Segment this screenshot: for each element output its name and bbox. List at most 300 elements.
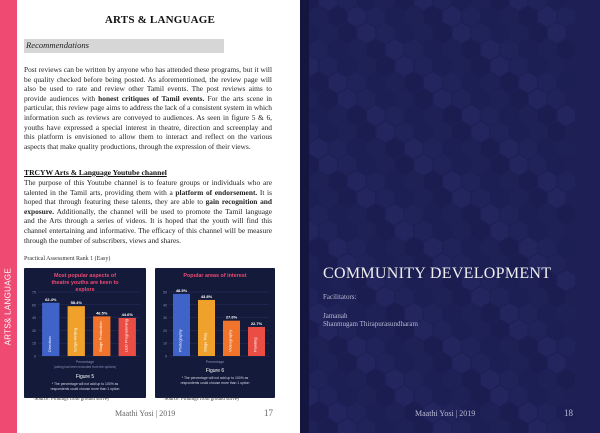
hexagon-tile — [310, 171, 328, 191]
hexagon-tile — [529, 419, 547, 433]
hexagon-tile — [310, 39, 328, 59]
paragraph-text: It is hoped that through featuring these talents, they are able to — [24, 187, 272, 207]
hexagon-tile — [472, 188, 490, 208]
hexagon-tile — [453, 188, 471, 208]
hexagon-tile — [424, 204, 442, 224]
hexagon-tile — [529, 122, 547, 142]
hexagon-tile — [548, 386, 566, 406]
hexagon-tile — [348, 72, 366, 92]
right-page — [300, 0, 600, 433]
hexagon-tile — [472, 89, 490, 109]
footer-label-left: Maathi Yosi | 2019 — [115, 409, 176, 418]
page-number-right: 18 — [564, 408, 573, 418]
hexagon-tile — [557, 39, 575, 59]
hexagon-tile — [453, 56, 471, 76]
hexagon-tile — [386, 72, 404, 92]
hexagon-tile — [309, 353, 318, 373]
hexagon-tile — [395, 386, 413, 406]
source-note-figure-6: *Source: Findings from ground survey — [162, 397, 240, 402]
hexagon-tile — [500, 336, 518, 356]
hexagon-tile — [415, 89, 433, 109]
hexagon-tile — [491, 89, 509, 109]
hexagon-tile — [443, 369, 461, 389]
hexagon-tile — [462, 204, 480, 224]
hexagon-tile — [462, 105, 480, 125]
hexagon-tile — [548, 89, 566, 109]
hexagon-tile — [310, 204, 328, 224]
chart-note: respondents could choose more than 1 option — [50, 387, 120, 391]
hexagon-tile — [557, 270, 575, 290]
hexagon-tile — [500, 39, 518, 59]
hexagon-tile — [538, 303, 556, 323]
hexagon-tile — [529, 23, 547, 43]
hexagon-tile — [510, 89, 528, 109]
hexagon-tile — [510, 221, 528, 241]
hexagon-tile — [548, 56, 566, 76]
bar-category-label: Stage Play — [202, 332, 208, 352]
assessment-rank: Practical Assessment Rank 1 (Easy) — [24, 256, 111, 262]
hexagon-tile — [443, 171, 461, 191]
hexagon-tile — [395, 287, 413, 307]
hexagon-tile — [481, 369, 499, 389]
hexagon-tile — [338, 122, 356, 142]
chart-title: theatre youths are keen to — [51, 280, 119, 286]
hexagon-tile — [319, 221, 337, 241]
bar-category-label: Direction — [46, 336, 52, 352]
hexagon-tile — [500, 303, 518, 323]
bar-value-label: 43.8% — [200, 293, 213, 299]
hexagon-tile — [434, 155, 452, 175]
hexagon-tile — [434, 320, 452, 340]
y-tick-label: 0 — [165, 354, 167, 359]
hexagon-tile — [348, 171, 366, 191]
hexagon-tile — [319, 155, 337, 175]
hexagon-tile — [538, 336, 556, 356]
hexagon-tile — [491, 23, 509, 43]
hexagon-tile — [510, 122, 528, 142]
hexagon-tile — [500, 6, 518, 26]
chart-title: Most popular aspects of — [53, 273, 117, 279]
hexagon-tile — [415, 23, 433, 43]
hexagon-tile — [367, 369, 385, 389]
hexagon-tile — [309, 56, 318, 76]
hexagon-tile — [424, 336, 442, 356]
hexagon-tile — [367, 39, 385, 59]
hexagon-tile — [386, 39, 404, 59]
hexagon-tile — [338, 56, 356, 76]
hexagon-tile — [310, 402, 328, 422]
facilitator-name: Jamanah — [323, 312, 348, 320]
hexagon-tile — [415, 419, 433, 433]
emphasis-text: honest critiques of Tamil events. — [98, 93, 205, 103]
hexagon-tile — [510, 287, 528, 307]
hexagon-tile — [338, 89, 356, 109]
hexagon-tile — [453, 89, 471, 109]
hexagon-tile — [434, 221, 452, 241]
hexagon-tile — [415, 386, 433, 406]
hexagon-tile — [319, 122, 337, 142]
source-note-figure-5: *Source: Findings from ground survey — [32, 397, 110, 402]
bar-category-label: Videography — [227, 329, 233, 352]
chart-title: Popular areas of interest — [183, 273, 247, 279]
hexagon-tile — [510, 320, 528, 340]
hexagon-tile — [338, 23, 356, 43]
hexagon-tile — [548, 155, 566, 175]
hexagon-tile — [557, 138, 575, 158]
hexagon-tile — [557, 336, 575, 356]
hexagon-pattern-background — [309, 0, 600, 433]
hexagon-tile — [548, 320, 566, 340]
hexagon-tile — [557, 171, 575, 191]
hexagon-tile — [310, 336, 328, 356]
hexagon-tile — [557, 72, 575, 92]
hexagon-tile — [481, 336, 499, 356]
hexagon-tile — [386, 105, 404, 125]
hexagon-tile — [424, 6, 442, 26]
youtube-channel-heading: TRCYW Arts & Language Youtube channel — [24, 168, 167, 177]
hexagon-tile — [548, 353, 566, 373]
hexagon-tile — [519, 6, 537, 26]
hexagon-tile — [405, 336, 423, 356]
hexagon-tile — [395, 89, 413, 109]
hexagon-tile — [348, 402, 366, 422]
hexagon-tile — [453, 386, 471, 406]
hexagon-tile — [415, 287, 433, 307]
hexagon-tile — [510, 56, 528, 76]
hexagon-tile — [472, 419, 490, 433]
hexagon-tile — [443, 336, 461, 356]
hexagon-tile — [338, 155, 356, 175]
hexagon-tile — [472, 155, 490, 175]
hexagon-tile — [529, 155, 547, 175]
hexagon-tile — [557, 369, 575, 389]
hexagon-tile — [538, 72, 556, 92]
hexagon-tile — [329, 138, 347, 158]
hexagon-tile — [357, 155, 375, 175]
hexagon-tile — [453, 122, 471, 142]
hexagon-tile — [376, 122, 394, 142]
hexagon-tile — [453, 419, 471, 433]
hexagon-tile — [434, 353, 452, 373]
hexagon-tile — [500, 402, 518, 422]
hexagon-tile — [453, 221, 471, 241]
hexagon-tile — [386, 171, 404, 191]
hexagon-tile — [510, 23, 528, 43]
hexagon-tile — [357, 23, 375, 43]
hexagon-tile — [472, 23, 490, 43]
y-tick-label: 30 — [32, 328, 36, 333]
hexagon-tile — [310, 105, 328, 125]
hexagon-tile — [357, 353, 375, 373]
hexagon-tile — [348, 369, 366, 389]
hexagon-tile — [309, 386, 318, 406]
hexagon-tile — [405, 6, 423, 26]
hexagon-tile — [538, 6, 556, 26]
hexagon-tile — [357, 188, 375, 208]
hexagon-tile — [319, 353, 337, 373]
bar-value-label: 27.6% — [225, 314, 238, 320]
hexagon-tile — [453, 155, 471, 175]
bar-value-label: 22.7% — [250, 320, 263, 326]
hexagon-tile — [357, 122, 375, 142]
hexagon-tile — [329, 237, 347, 257]
hexagon-tile — [529, 320, 547, 340]
hexagon-tile — [405, 369, 423, 389]
hexagon-tile — [338, 386, 356, 406]
hexagon-tile — [538, 402, 556, 422]
hexagon-tile — [415, 122, 433, 142]
hexagon-tile — [500, 237, 518, 257]
hexagon-tile — [376, 155, 394, 175]
y-tick-label: 45 — [32, 316, 36, 321]
bar-category-label: LED Programming — [123, 319, 129, 352]
y-tick-label: 0 — [34, 354, 36, 359]
hexagon-tile — [510, 419, 528, 433]
hexagon-tile — [367, 171, 385, 191]
hexagon-tile — [424, 39, 442, 59]
hexagon-tile — [319, 23, 337, 43]
post-reviews-paragraph — [24, 65, 272, 151]
hexagon-tile — [348, 39, 366, 59]
hexagon-tile — [309, 122, 318, 142]
hexagon-tile — [405, 204, 423, 224]
figure-6-chart — [155, 268, 275, 398]
paragraph-text: For the arts scene in particular, this review page aims to address the lack of a consistent system in which information such as reviews are conveyed to audiences. As seen in figure 5 & 6, youths have expressed a special interest in theatre, direction and screenplay and this platform is envisioned to allow them to interact and reflect on the various aspects that make quality productions, through the expression of their views. — [24, 93, 272, 151]
page-number-left: 17 — [264, 408, 273, 418]
hexagon-tile — [357, 386, 375, 406]
hexagon-tile — [548, 188, 566, 208]
hexagon-tile — [462, 336, 480, 356]
hexagon-tile — [309, 254, 318, 274]
chart-note: * The percentage will not add up to 100% as — [181, 376, 249, 380]
hexagon-tile — [462, 72, 480, 92]
hexagon-tile — [481, 402, 499, 422]
hexagon-tile — [376, 89, 394, 109]
hexagon-tile — [367, 72, 385, 92]
hexagon-tile — [376, 23, 394, 43]
hexagon-tile — [472, 353, 490, 373]
hexagon-tile — [405, 138, 423, 158]
hexagon-tile — [472, 221, 490, 241]
hexagon-tile — [472, 287, 490, 307]
hexagon-tile — [376, 353, 394, 373]
hexagon-tile — [329, 105, 347, 125]
hexagon-tile — [481, 303, 499, 323]
hexagon-tile — [309, 188, 318, 208]
hexagon-tile — [415, 353, 433, 373]
hexagon-tile — [529, 188, 547, 208]
hexagon-tile — [500, 204, 518, 224]
hexagon-tile — [319, 56, 337, 76]
hexagon-tile — [538, 171, 556, 191]
hexagon-tile — [376, 287, 394, 307]
hexagon-tile — [462, 39, 480, 59]
bar-category-label: Script-Writing — [72, 328, 78, 352]
hexagon-tile — [491, 320, 509, 340]
hexagon-tile — [481, 6, 499, 26]
emphasis-text: platform of endorsement. — [175, 187, 258, 197]
hexagon-tile — [529, 353, 547, 373]
hexagon-tile — [348, 204, 366, 224]
hexagon-tile — [367, 6, 385, 26]
hexagon-tile — [424, 72, 442, 92]
hexagon-tile — [348, 237, 366, 257]
hexagon-tile — [434, 23, 452, 43]
hexagon-tile — [357, 89, 375, 109]
hexagon-tile — [415, 56, 433, 76]
hexagon-tile — [395, 56, 413, 76]
hexagon-tile — [510, 386, 528, 406]
y-tick-label: 50 — [163, 290, 167, 295]
hexagon-tile — [405, 237, 423, 257]
chart-subnote: (acting has been excluded from the options) — [53, 365, 117, 369]
hexagon-tile — [415, 221, 433, 241]
hexagon-tile — [548, 122, 566, 142]
hexagon-tile — [519, 105, 537, 125]
hexagon-tile — [557, 303, 575, 323]
hexagon-tile — [434, 419, 452, 433]
hexagon-tile — [376, 188, 394, 208]
hexagon-tile — [519, 171, 537, 191]
hexagon-tile — [453, 287, 471, 307]
hexagon-tile — [329, 402, 347, 422]
hexagon-tile — [415, 188, 433, 208]
hexagon-tile — [434, 287, 452, 307]
hexagon-tile — [443, 303, 461, 323]
hexagon-tile — [395, 188, 413, 208]
y-tick-label: 30 — [163, 316, 167, 321]
hexagon-tile — [395, 23, 413, 43]
paragraph-text: Additionally, the channel will be used to promote the Tamil language and the Arts through a series of videos. It is hoped that the youth will find this channel entertaining and informative. The efficacy of this channel will be measure through the number of subscribers, views and shares. — [24, 206, 272, 245]
hexagon-tile — [395, 122, 413, 142]
hexagon-tile — [338, 221, 356, 241]
hexagon-tile — [453, 320, 471, 340]
hexagon-tile — [338, 353, 356, 373]
hexagon-tile — [367, 204, 385, 224]
hexagon-tile — [386, 6, 404, 26]
hexagon-tile — [395, 419, 413, 433]
hexagon-tile — [443, 6, 461, 26]
facilitators-label: Facilitators: — [323, 293, 357, 301]
bar-value-label: 58.4% — [70, 300, 82, 306]
bar-category-label: Stage Production — [97, 321, 103, 352]
hexagon-tile — [395, 353, 413, 373]
hexagon-tile — [462, 303, 480, 323]
hexagon-tile — [424, 138, 442, 158]
hexagon-tile — [538, 105, 556, 125]
hexagon-tile — [538, 204, 556, 224]
hexagon-tile — [481, 138, 499, 158]
hexagon-tile — [367, 237, 385, 257]
hexagon-tile — [519, 204, 537, 224]
hexagon-tile — [338, 419, 356, 433]
hexagon-tile — [472, 386, 490, 406]
hexagon-tile — [548, 221, 566, 241]
hexagon-tile — [472, 56, 490, 76]
hexagon-tile — [329, 171, 347, 191]
bar-category-label: Painting — [252, 337, 258, 352]
hexagon-tile — [453, 23, 471, 43]
hexagon-tile — [500, 105, 518, 125]
hexagon-tile — [519, 303, 537, 323]
y-tick-label: 10 — [163, 341, 167, 346]
hexagon-tile — [462, 6, 480, 26]
bar-value-label: 44.6% — [121, 311, 133, 317]
hexagon-tile — [443, 138, 461, 158]
bar-value-label: 48.5% — [175, 287, 188, 293]
hexagon-tile — [376, 221, 394, 241]
x-axis-label: Percentage — [75, 360, 95, 364]
chart-note: respondents could choose more than 1 option — [180, 381, 250, 385]
footer-label-right: Maathi Yosi | 2019 — [415, 409, 476, 418]
y-tick-label: 75 — [32, 290, 36, 295]
x-axis-label: Percentage — [205, 360, 225, 364]
hexagon-tile — [415, 155, 433, 175]
paragraph-text: The purpose of this Youtube channel is to feature groups or individuals who are talented in the Tamil arts, providing them with a — [24, 178, 272, 197]
hexagon-tile — [357, 287, 375, 307]
hexagon-tile — [424, 171, 442, 191]
hexagon-tile — [329, 6, 347, 26]
hexagon-tile — [405, 39, 423, 59]
hexagon-tile — [481, 204, 499, 224]
hexagon-tile — [319, 386, 337, 406]
hexagon-tile — [310, 72, 328, 92]
hexagon-tile — [481, 237, 499, 257]
hexagon-tile — [310, 237, 328, 257]
hexagon-tile — [357, 221, 375, 241]
community-development-title: COMMUNITY DEVELOPMENT — [323, 265, 552, 282]
bar-value-label: 62.4% — [45, 296, 57, 302]
hexagon-tile — [510, 353, 528, 373]
hexagon-tile — [405, 105, 423, 125]
hexagon-tile — [519, 138, 537, 158]
hexagon-tile — [500, 369, 518, 389]
hexagon-tile — [386, 237, 404, 257]
hexagon-tile — [309, 23, 318, 43]
hexagon-tile — [348, 336, 366, 356]
hexagon-tile — [548, 419, 566, 433]
hexagon-tile — [529, 386, 547, 406]
hexagon-tile — [386, 336, 404, 356]
hexagon-tile — [319, 188, 337, 208]
hexagon-tile — [519, 237, 537, 257]
hexagon-tile — [309, 221, 318, 241]
bar-value-label: 46.5% — [96, 310, 108, 316]
hexagon-tile — [319, 89, 337, 109]
hexagon-tile — [310, 369, 328, 389]
hexagon-tile — [310, 138, 328, 158]
hexagon-tile — [481, 105, 499, 125]
hexagon-tile — [491, 419, 509, 433]
hexagon-tile — [386, 138, 404, 158]
chart-svg — [24, 268, 146, 398]
hexagon-tile — [491, 287, 509, 307]
chart-svg — [155, 268, 275, 398]
hexagon-tile — [557, 237, 575, 257]
hexagon-tile — [319, 419, 337, 433]
hexagon-tile — [405, 72, 423, 92]
hexagon-tile — [424, 369, 442, 389]
hexagon-tile — [329, 369, 347, 389]
hexagon-tile — [548, 287, 566, 307]
hexagon-tile — [309, 89, 318, 109]
hexagon-tile — [386, 204, 404, 224]
hexagon-tile — [376, 386, 394, 406]
hexagon-tile — [529, 56, 547, 76]
chart-note: * The percentage will not add up to 100% as — [51, 382, 119, 386]
hexagon-tile — [538, 39, 556, 59]
hexagon-tile — [329, 72, 347, 92]
